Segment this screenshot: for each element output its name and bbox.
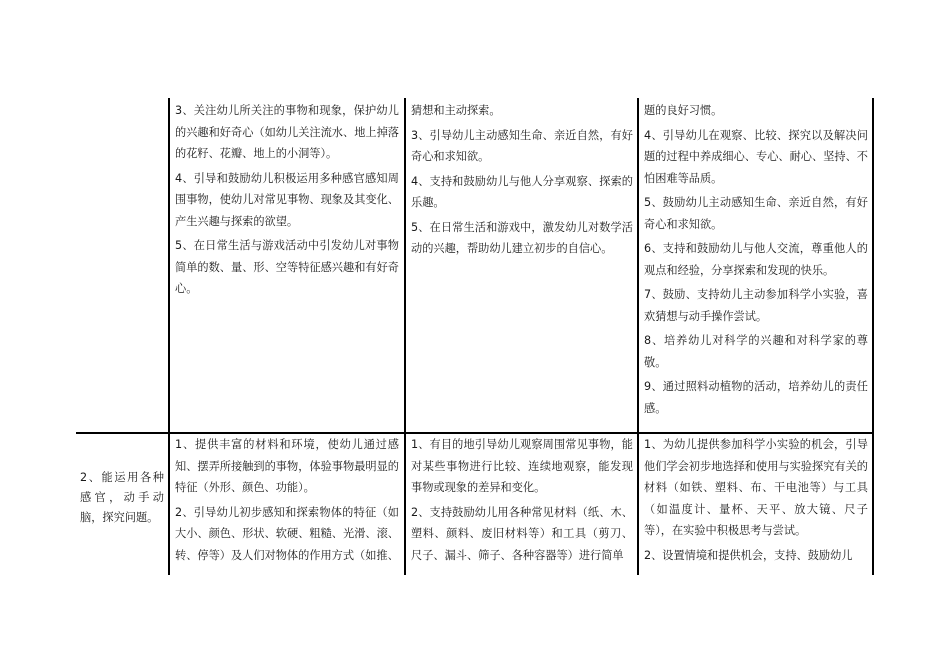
top-col-c-item: 题的良好习惯。 — [644, 104, 723, 117]
top-col-c-item: 7、鼓励、支持幼儿主动参加科学小实验，喜欢猜想与动手操作尝试。 — [644, 288, 868, 323]
bottom-col-b — [411, 434, 633, 569]
top-col-a-item: 5、在日常生活与游戏活动中引发幼儿对事物简单的数、量、形、空等特征感兴趣和有好奇心。 — [175, 239, 399, 295]
bottom-col-c-item: 1、为幼儿提供参加科学小实验的机会，引导他们学会初步地选择和使用与实验探究有关的材料（如铁、塑料、布、干电池等）与工具（如温度计、量杯、天平、放大镜、尺子等），在实验中积极思考与尝试。 — [644, 438, 868, 537]
table-border-mid-2 — [637, 98, 639, 575]
top-col-a — [175, 100, 399, 303]
bottom-col-c-item: 2、设置情境和提供机会，支持、鼓励幼儿 — [644, 548, 853, 562]
top-col-c-item: 4、引导幼儿在观察、比较、探究以及解决问题的过程中养成细心、专心、耐心、坚持、不怕困难等品质。 — [644, 128, 868, 185]
top-col-b — [411, 100, 633, 263]
top-col-b-item: 猜想和主动探索。 — [411, 104, 501, 117]
top-col-c-item: 6、支持和鼓励幼儿与他人交流，尊重他人的观点和经验，分享探索和发现的快乐。 — [644, 242, 868, 277]
top-col-b-item: 3、引导幼儿主动感知生命、亲近自然，有好奇心和求知欲。 — [411, 128, 633, 163]
top-col-b-item: 4、支持和鼓励幼儿与他人分享观察、探索的乐趣。 — [411, 174, 633, 209]
top-col-b-item: 5、在日常生活和游戏中，激发幼儿对数学活动的兴趣，帮助幼儿建立初步的自信心。 — [411, 220, 633, 255]
bottom-col-a — [175, 434, 399, 569]
top-col-a-item: 4、引导和鼓励幼儿积极运用多种感官感知周围事物，使幼儿对常见事物、现象及其变化、产生兴趣与探索的欲望。 — [175, 171, 399, 228]
top-col-c-item: 8、培养幼儿对科学的兴趣和对科学家的尊敬。 — [644, 334, 868, 369]
top-col-a-item: 3、关注幼儿所关注的事物和现象，保护幼儿的兴趣和好奇心（如幼儿关注流水、地上掉落的花籽、花瓣、地上的小洞等）。 — [175, 104, 399, 160]
bottom-col-a-item: 2、引导幼儿初步感知和探索物体的特征（如大小、颜色、形状、软硬、粗糙、光滑、滚、转、停等）及人们对物体的作用方式（如推、 — [175, 505, 399, 562]
bottom-col-b-item: 2、支持鼓励幼儿用各种常见材料（纸、木、塑料、颜料、废旧材料等）和工具（剪刀、尺子、漏斗、筛子、各种容器等）进行简单 — [411, 505, 633, 562]
goal-label: 2、能运用各种感官，动手动脑，探究问题。 — [80, 471, 164, 524]
bottom-col-b-item: 1、有目的地引导幼儿观察周围常见事物，能对某些事物进行比较、连续地观察，能发现事物或现象的差异和变化。 — [411, 438, 633, 494]
top-col-c-item: 5、鼓励幼儿主动感知生命、亲近自然，有好奇心和求知欲。 — [644, 196, 868, 231]
table-border-left — [168, 98, 170, 575]
bottom-col-c — [644, 434, 868, 569]
top-col-c — [644, 100, 868, 422]
bottom-col-a-item: 1、提供丰富的材料和环境，使幼儿通过感知、摆弄所接触到的事物，体验事物最明显的特征（外形、颜色、功能）。 — [175, 438, 399, 494]
table-border-mid-1 — [404, 98, 406, 575]
top-col-c-item: 9、通过照料动植物的活动，培养幼儿的责任感。 — [644, 380, 868, 415]
table-border-right — [872, 98, 874, 575]
